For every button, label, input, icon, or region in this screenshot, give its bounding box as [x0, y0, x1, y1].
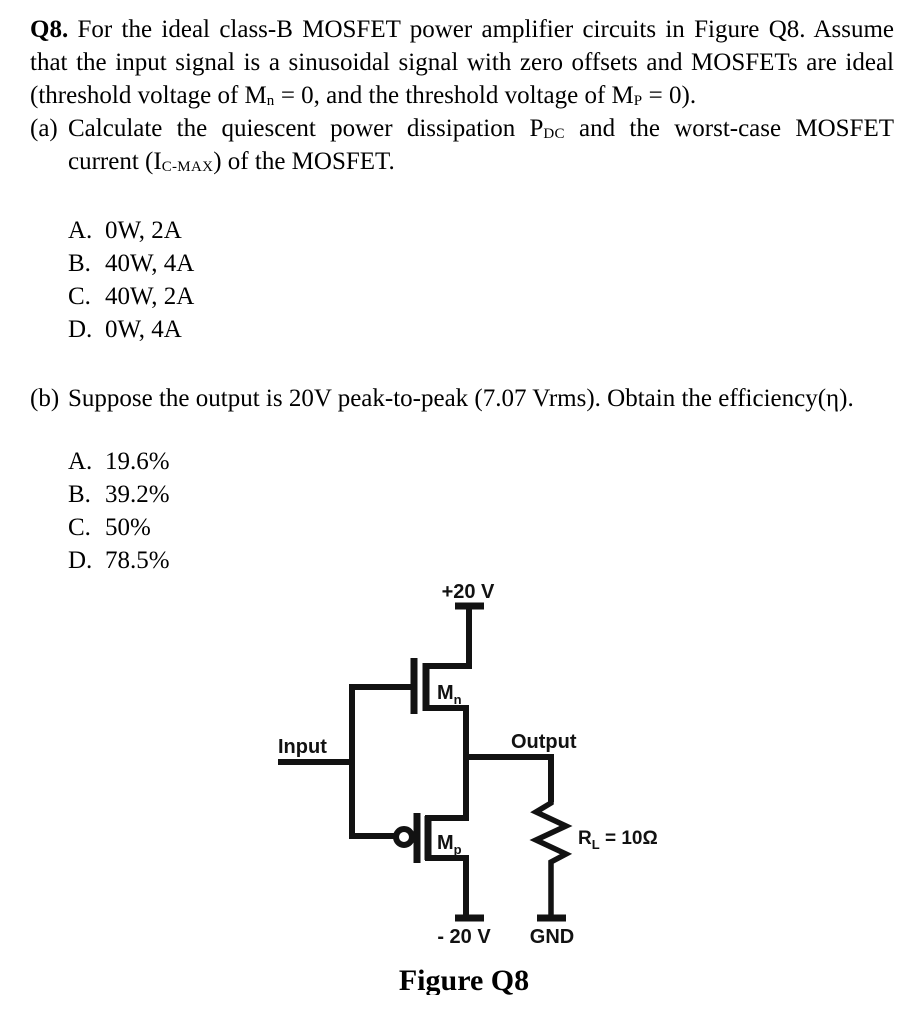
intro-text-3: = 0).	[642, 82, 697, 109]
option-letter: A.	[68, 448, 93, 475]
pmos-gate-bubble	[396, 829, 412, 845]
part-a-options	[68, 214, 894, 346]
question-number: Q8.	[30, 16, 69, 43]
option-row	[68, 544, 894, 577]
option-text: 40W, 4A	[105, 250, 195, 277]
option-letter: C.	[68, 514, 91, 541]
option-row	[68, 445, 894, 478]
option-text: 39.2%	[105, 481, 170, 508]
part-b-question	[30, 382, 894, 415]
output-wire	[464, 757, 551, 802]
part-a-subscript-dc: DC	[543, 126, 565, 143]
part-b-label: (b)	[30, 385, 60, 412]
option-row	[68, 247, 894, 280]
part-a-text-1: Calculate the quiescent power dissipation P	[68, 115, 544, 142]
part-a-text-3: ) of the MOSFET.	[213, 148, 395, 175]
option-letter: D.	[68, 316, 93, 343]
gate-input-bus	[278, 687, 411, 836]
intro-text-2: = 0, and the threshold voltage of M	[274, 82, 634, 109]
output-label: Output	[511, 731, 577, 753]
figure-caption: Figure Q8	[398, 964, 530, 995]
positive-supply-label: +20 V	[441, 581, 495, 603]
option-letter: C.	[68, 283, 91, 310]
load-resistor-label: $R_L = 10\Omega$	[578, 828, 658, 852]
intro-subscript-n: n	[266, 93, 275, 110]
question-text-block	[30, 13, 894, 577]
option-letter: A.	[68, 217, 93, 244]
option-row	[68, 511, 894, 544]
option-letter: B.	[68, 250, 91, 277]
part-a-subscript-cmax: C-MAX	[161, 159, 214, 176]
ground-label: GND	[529, 926, 575, 948]
option-text: 19.6%	[105, 448, 170, 475]
part-a-question	[30, 112, 894, 178]
circuit-figure	[230, 575, 690, 995]
part-b-options	[68, 445, 894, 577]
option-text: 50%	[105, 514, 151, 541]
negative-supply-label: - 20 V	[437, 926, 491, 948]
intro-subscript-p: P	[633, 93, 643, 110]
nmos-label: $M_n$	[437, 682, 462, 707]
option-row	[68, 313, 894, 346]
question-intro	[30, 13, 894, 112]
option-text: 40W, 2A	[105, 283, 195, 310]
input-label: Input	[278, 736, 327, 758]
option-row	[68, 280, 894, 313]
pmos-transistor-symbol	[396, 813, 466, 918]
part-a-text-2: and the worst-case MOSFET current (I	[68, 115, 894, 175]
part-b-text: Suppose the output is 20V peak-to-peak (7.07 Vrms). Obtain the efficiency(η).	[68, 385, 854, 412]
pmos-label: $M_p$	[437, 832, 462, 857]
option-row	[68, 214, 894, 247]
option-text: 78.5%	[105, 547, 170, 574]
load-resistor	[536, 800, 566, 918]
option-letter: B.	[68, 481, 91, 508]
part-a-label: (a)	[30, 115, 58, 142]
intro-text-1: For the ideal class-B MOSFET power amplifier circuits in Figure Q8. Assume that the input signal is a sinusoidal signal with zero offsets and MOSFETs are ideal (threshold voltage of M	[30, 16, 894, 109]
option-letter: D.	[68, 547, 93, 574]
option-row	[68, 478, 894, 511]
positive-supply-rail	[423, 604, 484, 666]
option-text: 0W, 2A	[105, 217, 182, 244]
circuit-diagram	[230, 575, 690, 995]
option-text: 0W, 4A	[105, 316, 182, 343]
